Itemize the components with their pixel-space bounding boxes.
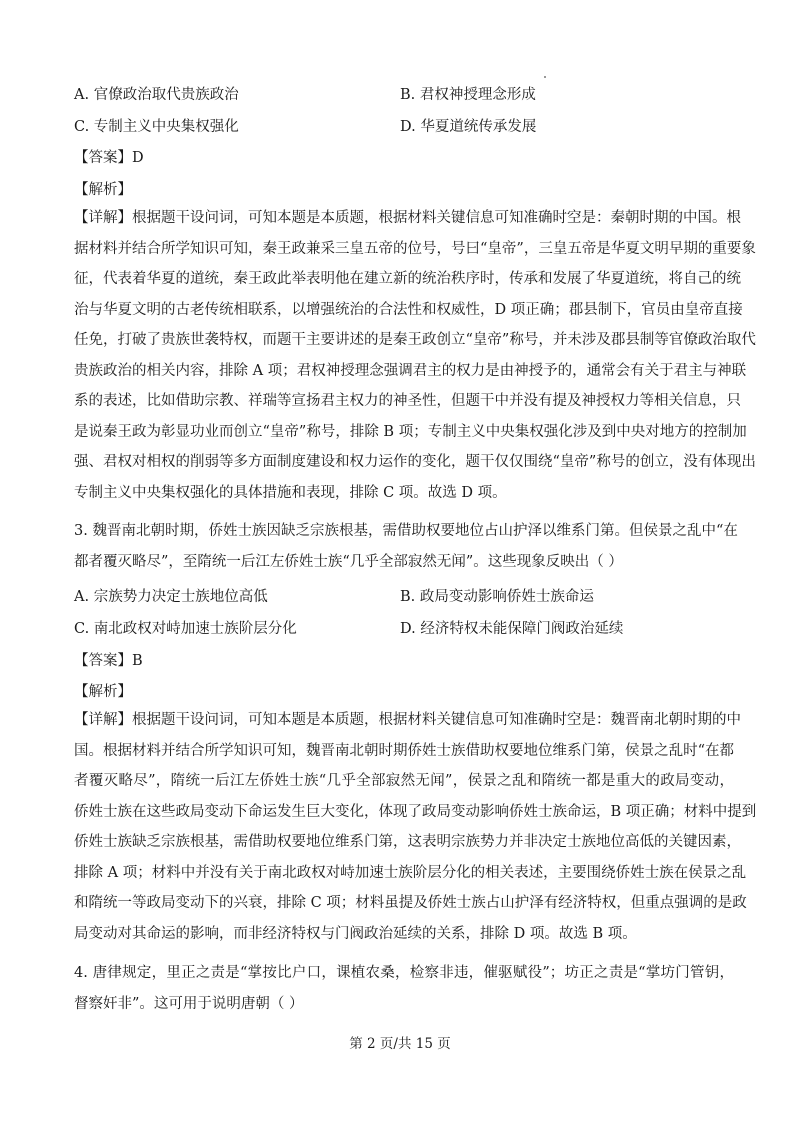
q3-stem [74,516,738,577]
q3-option-b: B. 政局变动影响侨姓士族命运 [400,589,594,605]
q3-detail-line: 排除 A 项；材料中并没有关于南北政权对峙加速士族阶层分化的相关表述，主要围绕侨姓士族在侯景之乱 [74,864,747,881]
q2-answer: 【答案】D [74,150,144,166]
q3-stem-line: 3. 魏晋南北朝时期，侨姓士族因缺乏宗族根基，需借助权要地位占山护泽以维系门第。但侯景之乱中“在 [74,523,738,539]
q3-detail-line: 【详解】根据题干设问词，可知本题是本质题，根据材料关键信息可知准确时空是：魏晋南北朝时期的中 [74,712,741,728]
q3-analysis-label: 【解析】 [74,684,132,700]
q4-stem-line: 4. 唐律规定，里正之责是“掌按比户口，课植农桑，检察非违，催驱赋役”；坊正之责是“掌坊门管钥， [74,965,734,981]
q2-detail-line: 征，代表着华夏的道统，秦王政此举表明他在建立新的统治秩序时，传承和发展了华夏道统，将自己的统 [74,271,741,287]
q4-stem-line: 督察奸非”。这可用于说明唐朝（ ） [74,995,304,1012]
q2-option-c: C. 专制主义中央集权强化 [74,119,239,135]
q2-detail-line: 贵族政治的相关内容，排除 A 项；君权神授理念强调君主的权力是由神授予的，通常会有关于君主与神联 [74,362,747,379]
q3-answer: 【答案】B [74,653,143,669]
q3-detail-line: 局变动对其命运的影响，而非经济特权与门阀政治延续的关系，排除 D 项。故选 B 项。 [74,925,637,942]
q3-detail-line: 和隋统一等政局变动下的兴衰，排除 C 项；材料虽提及侨姓士族占山护泽有经济特权，但重点强调的是政 [74,895,747,911]
q3-detail-line: 侨姓士族在这些政局变动下命运发生巨大变化，体现了政局变动影响侨姓士族命运，B 项正确；材料中提到 [74,803,757,820]
q3-detail-line: 国。根据材料并结合所学知识可知，魏晋南北朝时期侨姓士族借助权要地位维系门第，侯景之乱时“在都 [74,742,734,759]
q2-option-d: D. 华夏道统传承发展 [400,119,537,135]
q2-detail-line: 强、君权对相权的削弱等多方面制度建设和权力运作的变化，题干仅仅围绕“皇帝”称号的创立，没有体现出 [74,454,756,470]
page-footer: 第 2 页/共 15 页 [349,1036,451,1052]
q2-analysis-label: 【解析】 [74,182,132,198]
q3-option-c: C. 南北政权对峙加速士族阶层分化 [74,621,297,637]
q2-detail-line: 治与华夏文明的古老传统相联系，以增强统治的合法性和权威性，D 项正确；郡县制下，官员由皇帝直接 [74,301,743,318]
q3-detail [74,705,757,949]
q2-detail-line: 【详解】根据题干设问词，可知本题是本质题，根据材料关键信息可知准确时空是：秦朝时期的中国。根 [74,210,741,226]
q3-detail-line: 侨姓士族缺乏宗族根基，需借助权要地位维系门第，这表明宗族势力并非决定士族地位高低的关键因素， [74,834,741,850]
q2-detail [74,203,756,508]
q2-detail-line: 据材料并结合所学知识可知，秦王政兼采三皇五帝的位号，号曰“皇帝”，三皇五帝是华夏文明早期的重要象 [74,240,756,257]
q3-option-d: D. 经济特权未能保障门阀政治延续 [400,621,624,637]
q2-option-a: A. 官僚政治取代贵族政治 [74,87,239,103]
q3-detail-line: 者覆灭略尽”，隋统一后江左侨姓士族“几乎全部寂然无闻”，侯景之乱和隋统一都是重大的政局变动， [74,773,734,789]
stray-mark [544,76,546,78]
q2-detail-line: 是说秦王政为彰显功业而创立“皇帝”称号，排除 B 项；专制主义中央集权强化涉及到中央对地方的控制加 [74,423,747,440]
q3-option-a: A. 宗族势力决定士族地位高低 [74,589,268,605]
q3-stem-line: 都者覆灭略尽”，至隋统一后江左侨姓士族“几乎全部寂然无闻”。这些现象反映出（ ） [74,553,623,570]
q4-stem [74,958,734,1019]
q2-detail-line: 任免，打破了贵族世袭特权，而题干主要讲述的是秦王政创立“皇帝”称号，并未涉及郡县制等官僚政治取代 [74,332,756,348]
q2-option-b: B. 君权神授理念形成 [400,87,536,103]
q2-detail-line: 专制主义中央集权强化的具体措施和表现，排除 C 项。故选 D 项。 [74,484,507,501]
q2-detail-line: 系的表述，比如借助宗教、祥瑞等宣扬君主权力的神圣性，但题干中并没有提及神授权力等相关信息，只 [74,393,741,409]
